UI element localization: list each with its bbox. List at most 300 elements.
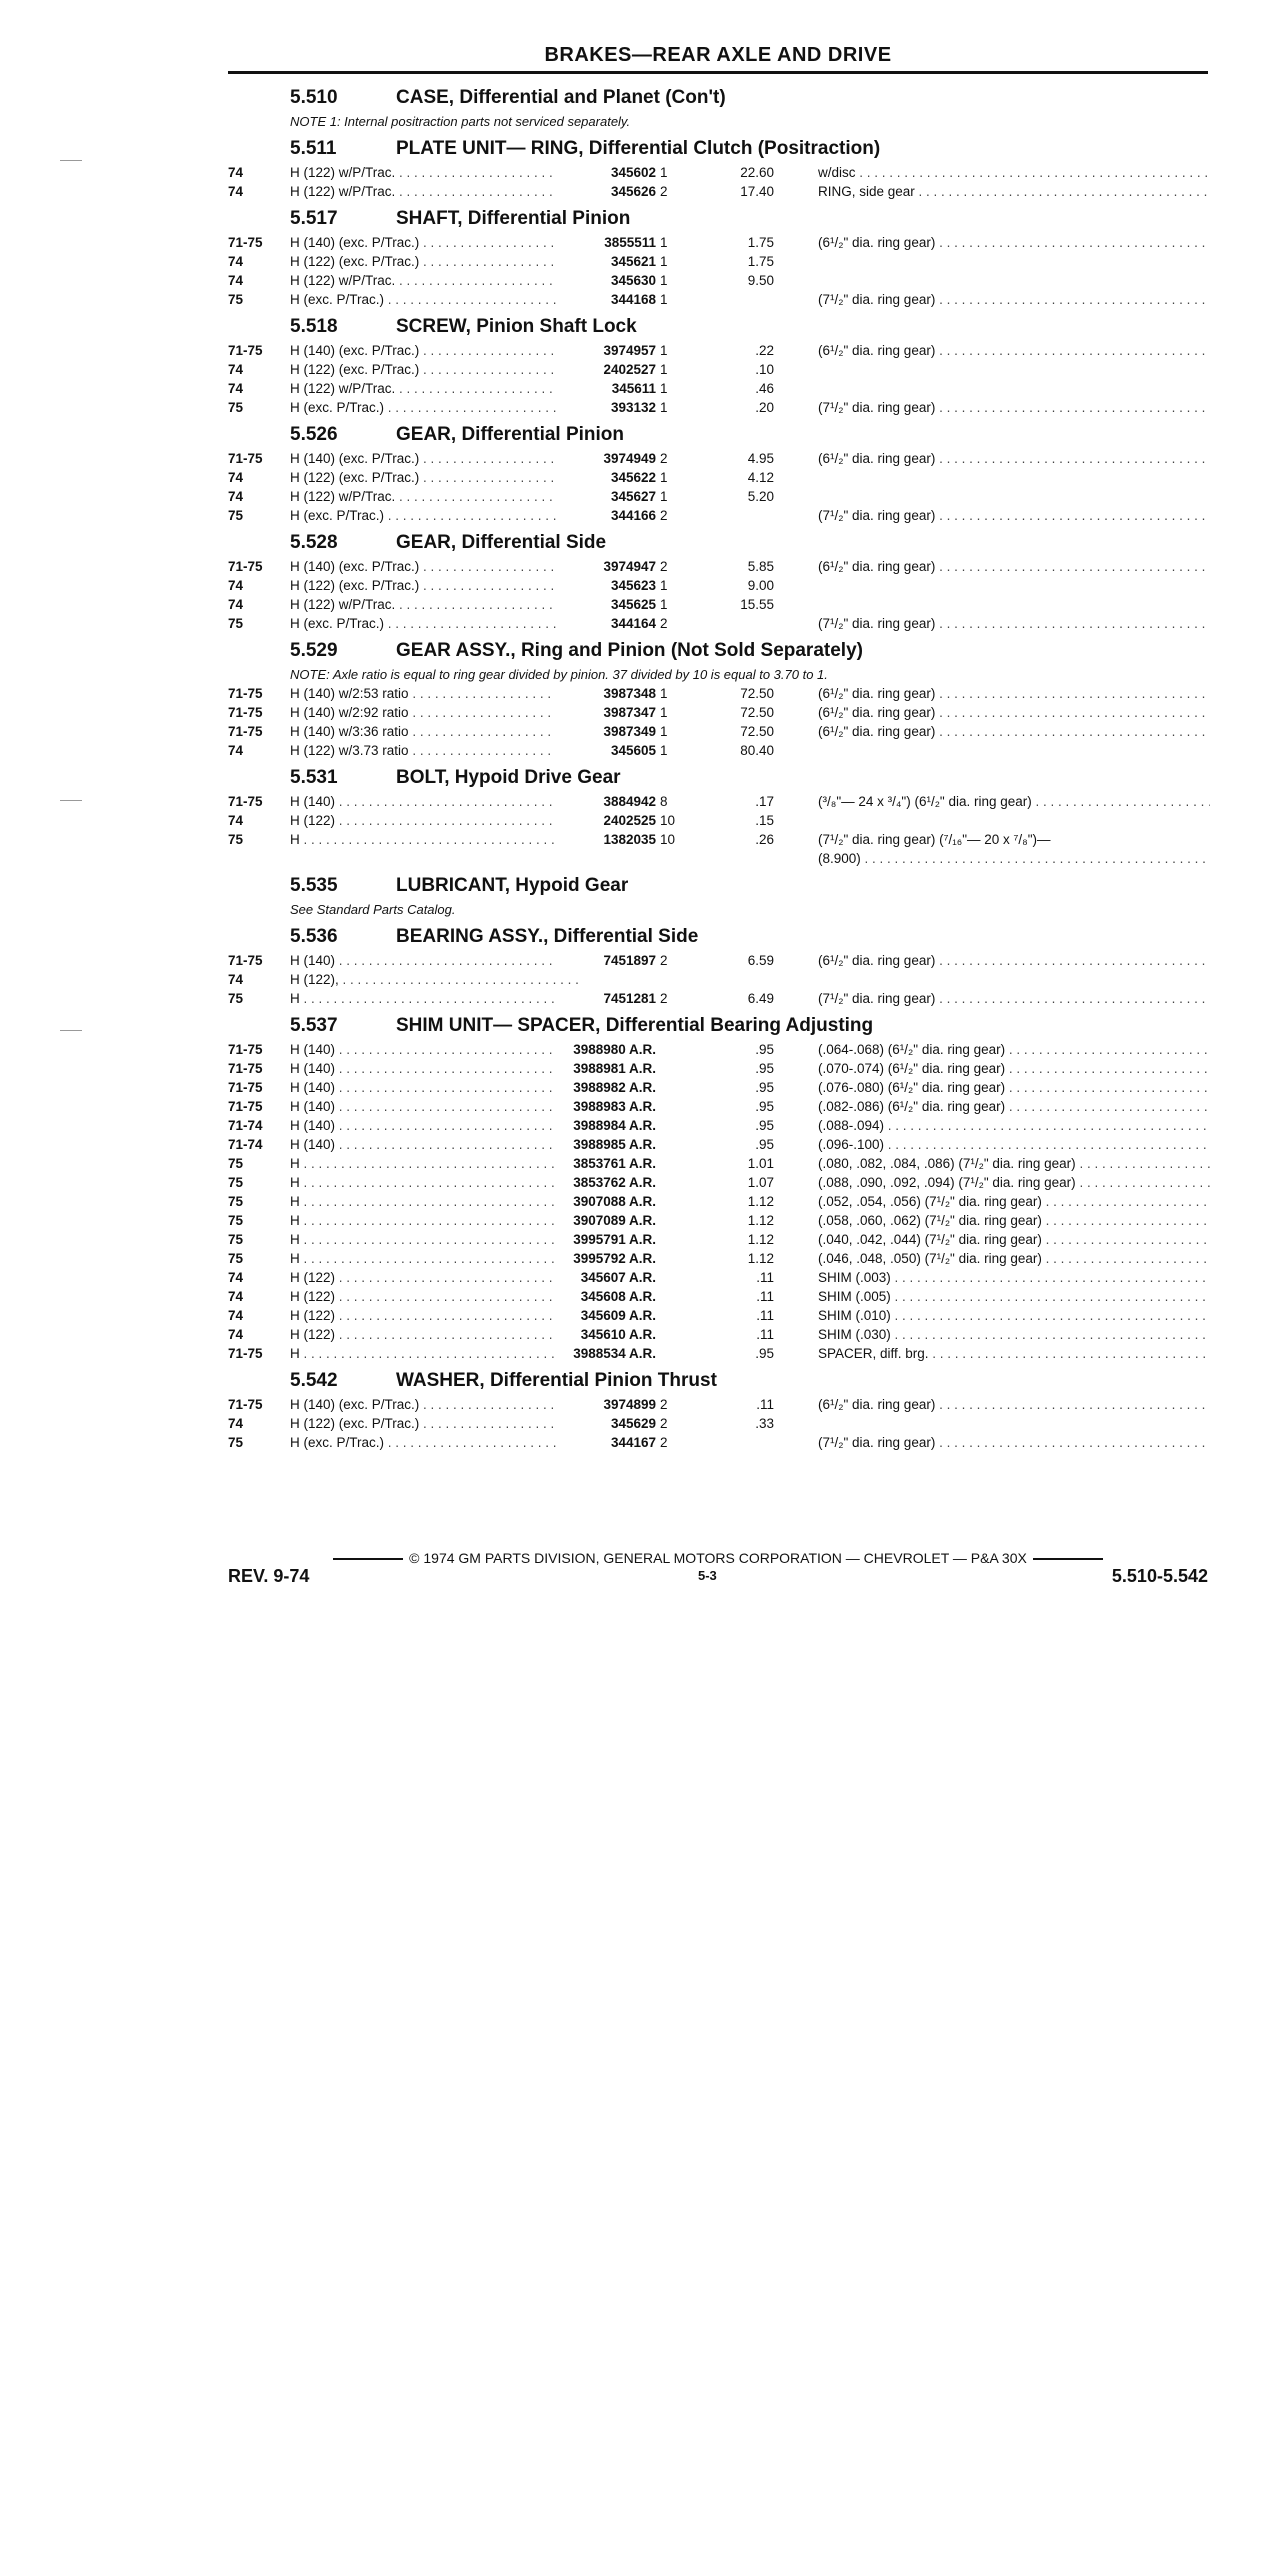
part-description: H (122), . . .	[290, 970, 580, 989]
part-row	[228, 792, 1208, 811]
revision-label: REV. 9-74	[228, 1566, 310, 1586]
remark: (.088, .090, .092, .094) (7¹/₂" dia. ring gear) . . .	[818, 1173, 1210, 1192]
part-number: 3907089 A.R.	[556, 1211, 656, 1230]
model-year: 71-75	[228, 1042, 263, 1057]
part-description: H (140) w/2:53 ratio . . .	[290, 684, 580, 703]
part-description: H . . .	[290, 1344, 580, 1363]
section-title-text: GEAR, Differential Pinion	[396, 424, 625, 445]
part-row	[228, 951, 1208, 970]
part-number: 3995792 A.R.	[556, 1249, 656, 1268]
part-description: H (140) w/2:92 ratio . . .	[290, 703, 580, 722]
part-row	[228, 252, 1208, 271]
part-number: 3987347	[556, 703, 656, 722]
model-year: 74	[228, 1327, 244, 1342]
model-year: 71-75	[228, 343, 263, 358]
quantity: 1	[660, 470, 668, 485]
section-title	[228, 1367, 1208, 1395]
part-number: 345609 A.R.	[556, 1306, 656, 1325]
quantity: 2	[660, 1397, 668, 1412]
part-row	[228, 1116, 1208, 1135]
part-row	[228, 1097, 1208, 1116]
section-title-text: GEAR ASSY., Ring and Pinion (Not Sold Separately)	[396, 640, 863, 661]
catalog-section	[228, 872, 1208, 919]
model-year: 71-75	[228, 451, 263, 466]
catalog-section	[228, 135, 1208, 201]
model-year: 71-75	[228, 724, 263, 739]
price: .11	[756, 1270, 774, 1285]
section-note: See Standard Parts Catalog.	[290, 902, 456, 917]
remark: (7¹/₂" dia. ring gear) . . .	[818, 614, 1210, 633]
part-row	[228, 1040, 1208, 1059]
model-year: 71-75	[228, 953, 263, 968]
remark: RING, side gear . . .	[818, 182, 1210, 201]
part-row	[228, 398, 1208, 417]
model-year: 74	[228, 184, 244, 199]
model-year: 75	[228, 292, 244, 307]
part-description: H (122) (exc. P/Trac.) . . .	[290, 576, 580, 595]
copyright-line	[228, 1550, 1208, 1566]
quantity: 2	[660, 508, 668, 523]
price: .95	[755, 1042, 774, 1057]
quantity: 1	[660, 400, 668, 415]
part-row	[228, 1325, 1208, 1344]
part-row	[228, 989, 1208, 1008]
section-number: 5.531	[290, 767, 338, 788]
remark: (.080, .082, .084, .086) (7¹/₂" dia. ring gear) . . .	[818, 1154, 1210, 1173]
price: .20	[755, 400, 774, 415]
section-title-text: LUBRICANT, Hypoid Gear	[396, 875, 629, 896]
part-description: H (122) w/P/Trac. . . .	[290, 379, 580, 398]
price: 1.12	[747, 1232, 774, 1247]
model-year: 71-75	[228, 559, 263, 574]
part-description: H (122) w/P/Trac. . . .	[290, 163, 580, 182]
part-description: H (140) (exc. P/Trac.) . . .	[290, 557, 580, 576]
part-description: H . . .	[290, 1173, 580, 1192]
quantity: 2	[660, 559, 668, 574]
price: 9.50	[747, 273, 774, 288]
section-number: 5.518	[290, 316, 338, 337]
price: 80.40	[740, 743, 774, 758]
price: .15	[755, 813, 774, 828]
part-description: H (122) (exc. P/Trac.) . . .	[290, 252, 580, 271]
model-year: 74	[228, 813, 244, 828]
remark: (.070-.074) (6¹/₂" dia. ring gear) . . .	[818, 1059, 1210, 1078]
quantity: 2	[660, 1435, 668, 1450]
part-number: 1382035	[556, 830, 656, 849]
part-description: H . . .	[290, 830, 580, 849]
part-number: 3853762 A.R.	[556, 1173, 656, 1192]
catalog-page	[228, 44, 1208, 1452]
model-year: 74	[228, 1308, 244, 1323]
quantity: 1	[660, 235, 668, 250]
model-year: 74	[228, 165, 244, 180]
part-description: H (122) w/P/Trac. . . .	[290, 271, 580, 290]
price: 9.00	[747, 578, 774, 593]
model-year: 75	[228, 508, 244, 523]
part-description: H (exc. P/Trac.) . . .	[290, 1433, 580, 1452]
price: 1.01	[747, 1156, 774, 1171]
part-number: 3988980 A.R.	[556, 1040, 656, 1059]
part-number: 3988983 A.R.	[556, 1097, 656, 1116]
price: 4.95	[747, 451, 774, 466]
part-row	[228, 1395, 1208, 1414]
model-year: 75	[228, 991, 244, 1006]
part-row	[228, 722, 1208, 741]
price: 5.85	[747, 559, 774, 574]
quantity: 1	[660, 362, 668, 377]
remark-continued: (8.900) . . .	[818, 849, 1210, 868]
remark: (6¹/₂" dia. ring gear) . . .	[818, 722, 1210, 741]
part-description: H (122) . . .	[290, 1268, 580, 1287]
part-number: 345623	[556, 576, 656, 595]
quantity: 2	[660, 953, 668, 968]
part-row	[228, 1211, 1208, 1230]
footer-rule-left	[333, 1558, 403, 1560]
model-year: 74	[228, 273, 244, 288]
section-title	[228, 637, 1208, 665]
part-description: H (exc. P/Trac.) . . .	[290, 614, 580, 633]
part-number: 3974949	[556, 449, 656, 468]
quantity: 1	[660, 343, 668, 358]
footer-rule-right	[1033, 1558, 1103, 1560]
part-row	[228, 163, 1208, 182]
model-year: 75	[228, 1232, 244, 1247]
quantity: 1	[660, 743, 668, 758]
page-number: 5-3	[698, 1568, 717, 1583]
part-row	[228, 506, 1208, 525]
model-year: 75	[228, 400, 244, 415]
model-year: 74	[228, 743, 244, 758]
part-description: H (122) . . .	[290, 811, 580, 830]
part-description: H (140) . . .	[290, 792, 580, 811]
part-number: 345611	[556, 379, 656, 398]
quantity: 1	[660, 578, 668, 593]
model-year: 71-74	[228, 1137, 263, 1152]
margin-mark	[60, 160, 82, 161]
part-description: H (122) . . .	[290, 1306, 580, 1325]
page-footer	[228, 1550, 1208, 1590]
part-row	[228, 684, 1208, 703]
part-row	[228, 741, 1208, 760]
price: .22	[755, 343, 774, 358]
remark: (6¹/₂" dia. ring gear) . . .	[818, 557, 1210, 576]
part-row	[228, 1230, 1208, 1249]
part-description: H (140) . . .	[290, 1116, 580, 1135]
section-title-text: SHAFT, Differential Pinion	[396, 208, 631, 229]
part-row	[228, 487, 1208, 506]
part-number: 3855511	[556, 233, 656, 252]
price: .11	[756, 1397, 774, 1412]
price: 15.55	[740, 597, 774, 612]
remark: SHIM (.005) . . .	[818, 1287, 1210, 1306]
part-row	[228, 830, 1208, 868]
section-number: 5.536	[290, 926, 338, 947]
model-year: 74	[228, 1289, 244, 1304]
price: .11	[756, 1289, 774, 1304]
remark: (6¹/₂" dia. ring gear) . . .	[818, 703, 1210, 722]
section-title-text: GEAR, Differential Side	[396, 532, 607, 553]
part-description: H . . .	[290, 1249, 580, 1268]
part-row	[228, 341, 1208, 360]
quantity: 2	[660, 184, 668, 199]
section-title-text: WASHER, Differential Pinion Thrust	[396, 1370, 717, 1391]
catalog-section	[228, 637, 1208, 760]
model-year: 71-75	[228, 705, 263, 720]
part-number: 3988982 A.R.	[556, 1078, 656, 1097]
quantity: 1	[660, 686, 668, 701]
model-year: 75	[228, 832, 244, 847]
remark: (.076-.080) (6¹/₂" dia. ring gear) . . .	[818, 1078, 1210, 1097]
price: 6.59	[747, 953, 774, 968]
part-description: H (140) . . .	[290, 1059, 580, 1078]
section-number: 5.529	[290, 640, 338, 661]
model-year: 71-74	[228, 1118, 263, 1133]
price: .26	[755, 832, 774, 847]
part-description: H (122) . . .	[290, 1325, 580, 1344]
catalog-section	[228, 529, 1208, 633]
part-number: 345622	[556, 468, 656, 487]
part-description: H . . .	[290, 1192, 580, 1211]
price: .46	[755, 381, 774, 396]
remark: SHIM (.003) . . .	[818, 1268, 1210, 1287]
part-description: H (140) (exc. P/Trac.) . . .	[290, 449, 580, 468]
part-row	[228, 360, 1208, 379]
part-row	[228, 1154, 1208, 1173]
quantity: 1	[660, 381, 668, 396]
section-range: 5.510-5.542	[1111, 1566, 1208, 1586]
part-row	[228, 1268, 1208, 1287]
price: 5.20	[747, 489, 774, 504]
price: 1.75	[747, 235, 774, 250]
quantity: 2	[660, 1416, 668, 1431]
margin-mark	[60, 800, 82, 801]
remark: (.040, .042, .044) (7¹/₂" dia. ring gear) . . .	[818, 1230, 1210, 1249]
section-title	[228, 205, 1208, 233]
part-number: 345607 A.R.	[556, 1268, 656, 1287]
section-note: NOTE 1: Internal positraction parts not serviced separately.	[290, 114, 631, 129]
catalog-section	[228, 923, 1208, 1008]
part-row	[228, 595, 1208, 614]
part-number: 3995791 A.R.	[556, 1230, 656, 1249]
remark: (7¹/₂" dia. ring gear) (⁷/₁₆"— 20 x ⁷/₈")—	[818, 832, 1051, 847]
part-number: 345608 A.R.	[556, 1287, 656, 1306]
part-row	[228, 233, 1208, 252]
part-row	[228, 970, 1208, 989]
quantity: 10	[660, 832, 676, 847]
part-description: H (140) . . .	[290, 1135, 580, 1154]
part-number: 2402525	[556, 811, 656, 830]
part-number: 3974947	[556, 557, 656, 576]
section-number: 5.528	[290, 532, 338, 553]
quantity: 1	[660, 273, 668, 288]
part-number: 344164	[556, 614, 656, 633]
model-year: 71-75	[228, 1099, 263, 1114]
remark: (6¹/₂" dia. ring gear) . . .	[818, 1395, 1210, 1414]
part-number: 344168	[556, 290, 656, 309]
remark: SHIM (.010) . . .	[818, 1306, 1210, 1325]
price: 1.12	[747, 1251, 774, 1266]
part-number: 3853761 A.R.	[556, 1154, 656, 1173]
part-row	[228, 1433, 1208, 1452]
section-title-text: BOLT, Hypoid Drive Gear	[396, 767, 621, 788]
part-row	[228, 290, 1208, 309]
remark: (7¹/₂" dia. ring gear) . . .	[818, 1433, 1210, 1452]
section-title	[228, 923, 1208, 951]
price: .95	[755, 1118, 774, 1133]
part-row	[228, 1059, 1208, 1078]
catalog-section	[228, 1367, 1208, 1452]
part-description: H (140) (exc. P/Trac.) . . .	[290, 341, 580, 360]
section-number: 5.542	[290, 1370, 338, 1391]
price: .95	[755, 1346, 774, 1361]
model-year: 74	[228, 381, 244, 396]
quantity: 2	[660, 991, 668, 1006]
part-description: H (exc. P/Trac.) . . .	[290, 290, 580, 309]
price: 4.12	[747, 470, 774, 485]
section-title-text: SHIM UNIT— SPACER, Differential Bearing Adjusting	[396, 1015, 874, 1036]
part-number: 2402527	[556, 360, 656, 379]
part-row	[228, 1173, 1208, 1192]
quantity: 8	[660, 794, 668, 809]
section-number: 5.537	[290, 1015, 338, 1036]
price: 1.12	[747, 1213, 774, 1228]
part-row	[228, 576, 1208, 595]
quantity: 1	[660, 489, 668, 504]
model-year: 75	[228, 616, 244, 631]
model-year: 75	[228, 1213, 244, 1228]
part-description: H (122) w/P/Trac. . . .	[290, 595, 580, 614]
part-number: 345605	[556, 741, 656, 760]
remark: (.088-.094) . . .	[818, 1116, 1210, 1135]
sections-container	[228, 84, 1208, 1452]
catalog-section	[228, 313, 1208, 417]
quantity: 2	[660, 616, 668, 631]
part-row	[228, 1249, 1208, 1268]
model-year: 74	[228, 1270, 244, 1285]
part-number: 345627	[556, 487, 656, 506]
part-description: H (140) w/3:36 ratio . . .	[290, 722, 580, 741]
price: 72.50	[740, 724, 774, 739]
part-description: H (122) (exc. P/Trac.) . . .	[290, 360, 580, 379]
remark: (7¹/₂" dia. ring gear) . . .	[818, 989, 1210, 1008]
remark: (7¹/₂" dia. ring gear) . . .	[818, 398, 1210, 417]
remark: (7¹/₂" dia. ring gear) . . .	[818, 506, 1210, 525]
price: .11	[756, 1327, 774, 1342]
copyright-text: © 1974 GM PARTS DIVISION, GENERAL MOTORS CORPORATION — CHEVROLET — P&A 30X	[409, 1550, 1027, 1566]
price: .17	[755, 794, 774, 809]
catalog-section	[228, 84, 1208, 131]
remark: w/disc . . .	[818, 163, 1210, 182]
price: 22.60	[740, 165, 774, 180]
price: 72.50	[740, 705, 774, 720]
part-description: H (140) (exc. P/Trac.) . . .	[290, 1395, 580, 1414]
section-note: NOTE: Axle ratio is equal to ring gear divided by pinion. 37 divided by 10 is equal to 3.70 to 1.	[290, 667, 828, 682]
page-header-title: BRAKES—REAR AXLE AND DRIVE	[228, 44, 1208, 74]
footer-bottom	[228, 1566, 1208, 1590]
part-row	[228, 614, 1208, 633]
remark: (³/₈"— 24 x ³/₄") (6¹/₂" dia. ring gear) . . .	[818, 792, 1210, 811]
price: 1.07	[747, 1175, 774, 1190]
part-row	[228, 271, 1208, 290]
part-description: H . . .	[290, 1154, 580, 1173]
price: 72.50	[740, 686, 774, 701]
section-title	[228, 421, 1208, 449]
part-number: 344167	[556, 1433, 656, 1452]
part-description: H . . .	[290, 989, 580, 1008]
part-row	[228, 1135, 1208, 1154]
part-row	[228, 1344, 1208, 1363]
part-number: 345602	[556, 163, 656, 182]
price: .33	[755, 1416, 774, 1431]
quantity: 1	[660, 292, 668, 307]
part-number: 345610 A.R.	[556, 1325, 656, 1344]
part-row	[228, 449, 1208, 468]
section-title	[228, 135, 1208, 163]
remark: (6¹/₂" dia. ring gear) . . .	[818, 341, 1210, 360]
model-year: 74	[228, 470, 244, 485]
part-row	[228, 1306, 1208, 1325]
part-description: H (140) . . .	[290, 1097, 580, 1116]
model-year: 74	[228, 254, 244, 269]
quantity: 1	[660, 597, 668, 612]
part-description: H . . .	[290, 1230, 580, 1249]
remark: (.046, .048, .050) (7¹/₂" dia. ring gear) . . .	[818, 1249, 1210, 1268]
part-number: 3884942	[556, 792, 656, 811]
part-description: H (122) w/P/Trac. . . .	[290, 182, 580, 201]
remark: (.096-.100) . . .	[818, 1135, 1210, 1154]
part-description: H (122) (exc. P/Trac.) . . .	[290, 468, 580, 487]
part-number: 3988534 A.R.	[556, 1344, 656, 1363]
margin-mark	[60, 1030, 82, 1031]
section-title	[228, 313, 1208, 341]
section-number: 5.511	[290, 138, 337, 159]
remark: (.058, .060, .062) (7¹/₂" dia. ring gear) . . .	[818, 1211, 1210, 1230]
model-year: 71-75	[228, 1346, 263, 1361]
remark: (6¹/₂" dia. ring gear) . . .	[818, 233, 1210, 252]
part-number: 345626	[556, 182, 656, 201]
price: 1.75	[747, 254, 774, 269]
part-number: 3974899	[556, 1395, 656, 1414]
part-description: H (140) . . .	[290, 1040, 580, 1059]
section-number: 5.535	[290, 875, 338, 896]
price: .11	[756, 1308, 774, 1323]
section-title-text: PLATE UNIT— RING, Differential Clutch (Positraction)	[396, 138, 881, 159]
part-number: 3974957	[556, 341, 656, 360]
section-title-text: BEARING ASSY., Differential Side	[396, 926, 699, 947]
model-year: 75	[228, 1175, 244, 1190]
remark: (6¹/₂" dia. ring gear) . . .	[818, 684, 1210, 703]
model-year: 74	[228, 597, 244, 612]
part-number: 345629	[556, 1414, 656, 1433]
part-number: 7451897	[556, 951, 656, 970]
part-description: H (122) (exc. P/Trac.) . . .	[290, 1414, 580, 1433]
part-row	[228, 811, 1208, 830]
model-year: 71-75	[228, 794, 263, 809]
part-description: H . . .	[290, 1211, 580, 1230]
remark: SHIM (.030) . . .	[818, 1325, 1210, 1344]
section-title	[228, 764, 1208, 792]
part-row	[228, 1192, 1208, 1211]
model-year: 74	[228, 489, 244, 504]
part-number: 345621	[556, 252, 656, 271]
price: .95	[755, 1061, 774, 1076]
part-description: H (122) w/3.73 ratio . . .	[290, 741, 580, 760]
model-year: 74	[228, 1416, 244, 1431]
catalog-section	[228, 205, 1208, 309]
model-year: 75	[228, 1435, 244, 1450]
part-row	[228, 1414, 1208, 1433]
catalog-section	[228, 1012, 1208, 1363]
